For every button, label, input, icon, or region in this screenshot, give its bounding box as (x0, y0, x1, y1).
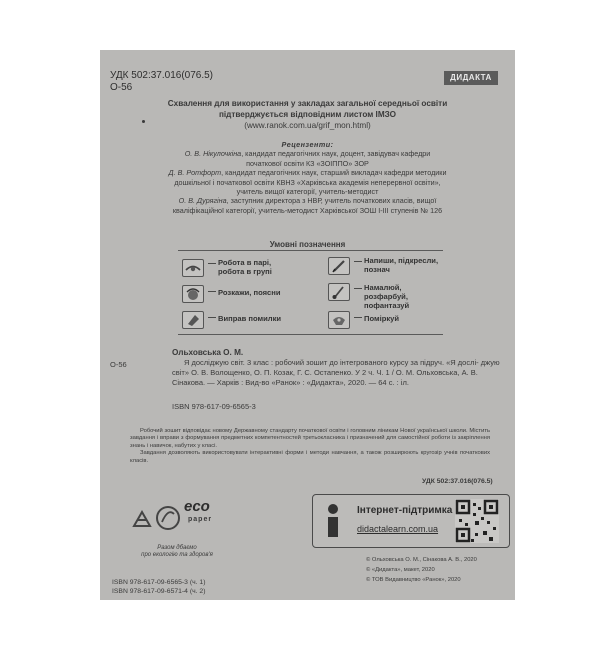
approval-note (100, 98, 515, 131)
description (130, 428, 490, 465)
udk-block (110, 70, 213, 94)
description-p1: Робочий зошит відповідає новому Державному стандарту початкової освіти і головним ліникам Нової української школи. Містить завдання і вправи з формування предметних компетентностей третьокласника і призначений для самостійної роботи із закріплення знань і навичок, набутих у класі. (130, 428, 490, 449)
reviewer-2-line-2: дошкільної і початкової освіти КВНЗ «Харківська академія неперервної освіти», (174, 177, 441, 187)
qr-code-icon (455, 499, 499, 543)
legend-item-write: Напиши, підкресли, познач (364, 256, 439, 274)
legend-item-pair-work: Робота в парі, робота в групі (218, 258, 272, 276)
thinking-icon (328, 311, 350, 329)
legend-item-draw: Намалюй, розфарбуй, пофантазуй (364, 283, 410, 310)
reviewer-1-name: О. В. Нікулочкіна (184, 149, 242, 159)
bullet-dot (142, 120, 145, 123)
reviewer-1-line-2: початкової освіти КЗ «ЗОІППО» ЗОР (246, 158, 369, 168)
eco-caption: Разом дбаємо про екологію та здоров'я (141, 545, 213, 558)
reviewers-title: Рецензенти: (281, 140, 334, 149)
reviewer-2-line-3: учитель вищої категорії, учитель-методист (236, 187, 379, 197)
handshake-icon (182, 259, 204, 277)
catalog-author: Ольховська О. М. (172, 348, 244, 357)
approval-line-1: Схвалення для використання у закладах загальної середньої освіти (167, 99, 448, 108)
reviewer-3-name: О. В. Дурягіна (178, 196, 227, 206)
support-url[interactable]: didactalearn.com.ua (357, 524, 439, 534)
udk-index: О-56 (110, 82, 133, 93)
info-icon (319, 503, 347, 539)
reviewer-3-line-2: кваліфікаційної категорії, учитель-методист Харківської ЗОШ І-ІІІ ступенів № 126 (172, 205, 443, 215)
copyright-block: © Ольховська О. М., Сінакова А. В., 2020 © «Дидакта», макет, 2020 © ТОВ Видавництво «Ранок», 2020 (366, 557, 477, 583)
reviewers-block (140, 140, 475, 215)
pencil-icon (328, 257, 350, 275)
eco-logo-sub: paper (188, 516, 213, 523)
reviewer-1-line-1: , кандидат педагогічних наук, доцент, завідувач кафедри (241, 149, 431, 159)
book-back-page (100, 50, 515, 600)
eraser-icon (182, 311, 204, 329)
approval-line-2: підтверджується відповідним листом ІМЗО (218, 110, 397, 119)
catalog-isbn: ISBN 978-617-09-6565-3 (172, 402, 256, 411)
legend-item-explain: Розкажи, поясни (218, 288, 281, 297)
udk-code: УДК 502:37.016(076.5) (110, 70, 214, 81)
catalog-code: О-56 (110, 360, 127, 369)
legend-item-fix-errors: Виправ помилки (218, 314, 282, 323)
legend-box: — Робота в парі, робота в групі — Розкажи, поясни — Виправ помилки — Напиши, підкресли, познач — Намалюй, розфарбуй, пофантазуй — Поміркуй (178, 250, 443, 335)
didakta-logo: ДИДАКТА (444, 71, 498, 85)
support-title: Інтернет-підтримка (357, 505, 453, 516)
approval-url: (www.ranok.com.ua/grif_mon.html) (244, 121, 371, 130)
reviewer-2-line-1: , кандидат педагогічних наук, старший викладач кафедри методики (221, 168, 447, 178)
eco-leaf-icon (157, 507, 179, 529)
legend-item-think: Поміркуй (364, 314, 400, 323)
eco-logo-text: eco (184, 498, 210, 515)
catalog-entry: Я досліджую світ. 3 клас : робочий зошит до інтегрованого курсу за підруч. «Я дослі- джую світ» О. В. Волощенко, О. П. Козак, Г. С. Остапенко. У 2 ч. Ч. 1 / О. М. Ольховська, А. В. Сінакова. — Харків : Вид-во «Ранок» : «Дидакта», 2020. — 64 с. : іл. (172, 358, 500, 387)
description-p2: Завдання дозволяють використовувати інтерактивні форми і методи навчання, а також розширюють кругозір учнів початкових класів. (130, 450, 490, 464)
reviewer-2-name: Д. В. Ротфорт (168, 168, 222, 178)
reviewer-3-line-1: , заступник директора з НВР, учитель початкових класів, вищої (226, 196, 437, 206)
brush-icon (328, 283, 350, 301)
legend-title: Умовні позначення (269, 240, 346, 249)
udk-bottom: УДК 502:37.016(076.5) (422, 478, 493, 485)
isbn-list: ISBN 978-617-09-6565-3 (ч. 1) ISBN 978-617-09-6571-4 (ч. 2) (112, 579, 206, 595)
internet-support-box (312, 494, 510, 548)
speaking-head-icon (182, 285, 204, 303)
